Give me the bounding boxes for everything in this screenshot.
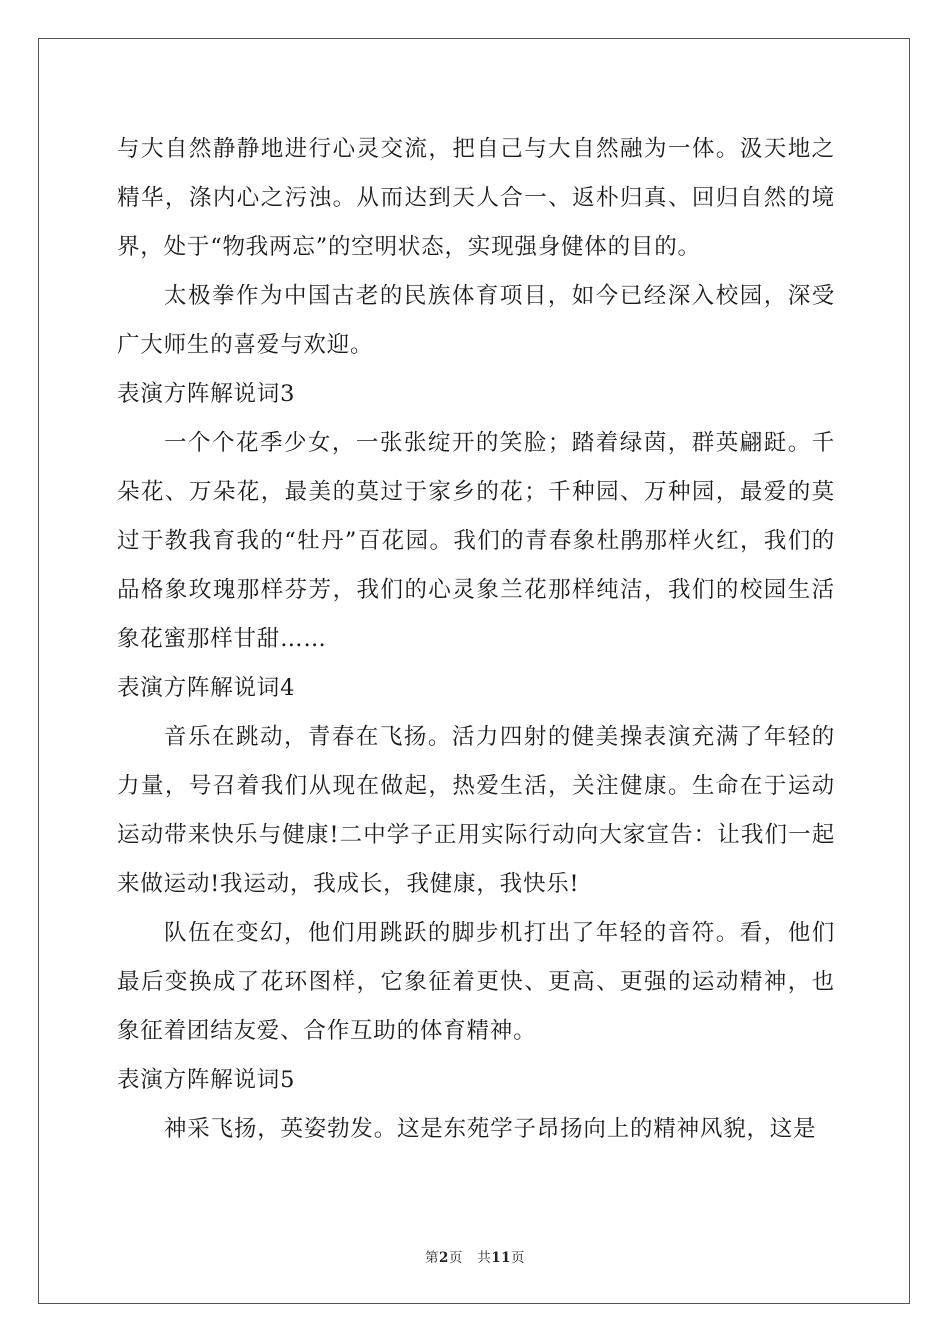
page-label-suffix: 页 — [448, 1250, 463, 1266]
paragraph: 与大自然静静地进行心灵交流，把自己与大自然融为一体。汲天地之精华，涤内心之污浊。从而达到天人合一、返朴归真、回归自然的境界，处于“物我两忘”的空明状态，实现强身健体的目的。 — [117, 136, 835, 260]
section-heading: 表演方阵解说词3 — [117, 381, 296, 407]
total-page-count: 11 — [491, 1250, 512, 1266]
paragraph: 神采飞扬，英姿勃发。这是东苑学子昂扬向上的精神风貌，这是 — [164, 1116, 817, 1142]
current-page-number: 2 — [438, 1250, 449, 1266]
total-label-suffix: 页 — [511, 1250, 526, 1266]
page-label-prefix: 第 — [424, 1250, 439, 1266]
total-label-prefix: 共 — [477, 1250, 492, 1266]
document-body — [117, 125, 835, 1154]
section-heading: 表演方阵解说词4 — [117, 675, 296, 701]
paragraph: 太极拳作为中国古老的民族体育项目，如今已经深入校园，深受广大师生的喜爱与欢迎。 — [117, 283, 835, 358]
paragraph: 队伍在变幻，他们用跳跃的脚步机打出了年轻的音符。看，他们最后变换成了花环图样，它象征着更快、更高、更强的运动精神，也象征着团结友爱、合作互助的体育精神。 — [117, 920, 835, 1044]
paragraph: 音乐在跳动，青春在飞扬。活力四射的健美操表演充满了年轻的力量，号召着我们从现在做起，热爱生活，关注健康。生命在于运动运动带来快乐与健康!二中学子正用实际行动向大家宣告：让我们一起来做运动!我运动，我成长，我健康，我快乐! — [117, 724, 835, 897]
page-footer — [0, 1246, 950, 1266]
paragraph: 一个个花季少女，一张张绽开的笑脸；踏着绿茵，群英翩跹。千朵花、万朵花，最美的莫过于家乡的花；千种园、万种园，最爱的莫过于教我育我的“牡丹”百花园。我们的青春象杜鹃那样火红，我们的品格象玫瑰那样芬芳，我们的心灵象兰花那样纯洁，我们的校园生活象花蜜那样甘甜…… — [117, 430, 835, 652]
section-heading: 表演方阵解说词5 — [117, 1067, 296, 1093]
